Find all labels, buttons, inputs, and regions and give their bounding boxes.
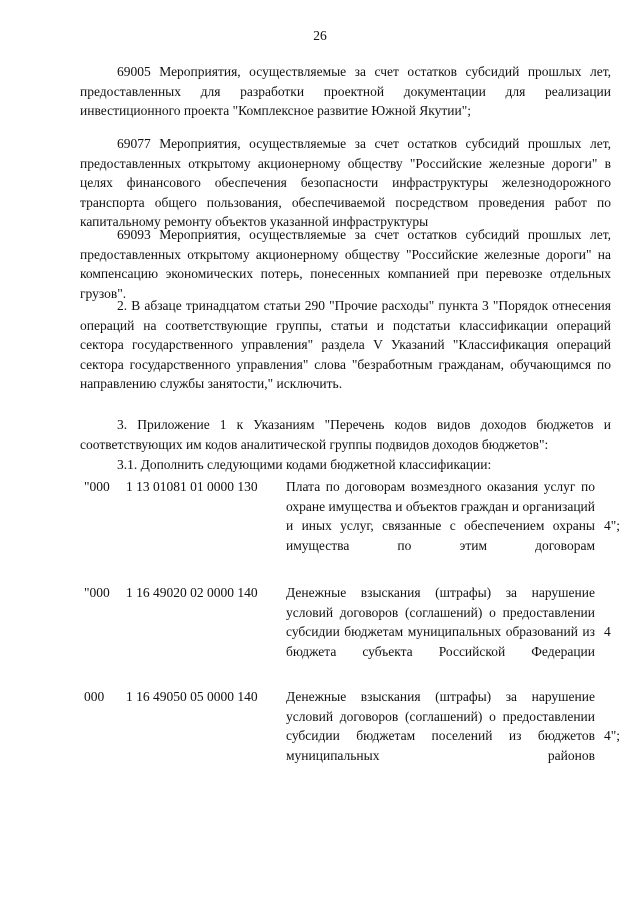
admin-code: "000 — [84, 479, 110, 494]
appendix-number: 4"; — [604, 518, 621, 533]
code-description: Плата по договорам возмездного оказания услуг по охране имущества и объектов граждан и организаций и иных услуг, связанные с обеспечением охраны имущества по этим договорам — [286, 479, 595, 553]
table-row — [80, 687, 625, 797]
page-number: 26 — [313, 28, 327, 43]
paragraph-item-3: 3. Приложение 1 к Указаниям "Перечень кодов видов доходов бюджетов и соответствующих им кодов аналитической группы подвидов доходов бюджетов": — [80, 417, 611, 452]
table-row — [80, 583, 625, 693]
admin-code: "000 — [84, 585, 110, 600]
code-description: Денежные взыскания (штрафы) за нарушение условий договоров (соглашений) о предоставлении субсидии бюджетам поселений из бюджетов муниципальных районов — [286, 689, 595, 763]
budget-code: 1 16 49050 05 0000 140 — [126, 689, 258, 704]
paragraph-item-2: 2. В абзаце тринадцатом статьи 290 "Прочие расходы" пункта 3 "Порядок отнесения операций на соответствующие группы, статьи и подстатьи классификации операций сектора государственного управления" раздела V Указаний "Классификация операций сектора государственного управления" слова "безработным гражданам, обучающимся по направлению службы занятости," исключить. — [80, 298, 611, 391]
budget-code: 1 16 49020 02 0000 140 — [126, 585, 258, 600]
budget-code: 1 13 01081 01 0000 130 — [126, 479, 258, 494]
paragraph-69077: 69077 Мероприятия, осуществляемые за счет остатков субсидий прошлых лет, предоставленных открытому акционерному обществу "Российские железные дороги" в целях финансового обеспечения безопасности инфраструктуры железнодорожного транспорта общего пользования, обеспечиваемой посредством проведения работ по капитальному ремонту объектов указанной инфраструктуры — [80, 136, 611, 229]
appendix-number: 4"; — [604, 728, 621, 743]
code-description: Денежные взыскания (штрафы) за нарушение условий договоров (соглашений) о предоставлении субсидии бюджетам муниципальных образований из бюджета субъекта Российской Федерации — [286, 585, 595, 659]
appendix-number: 4 — [604, 624, 611, 639]
paragraph-69005: 69005 Мероприятия, осуществляемые за счет остатков субсидий прошлых лет, предоставленных для разработки проектной документации для реализации инвестиционного проекта "Комплексное развитие Южной Якутии"; — [80, 64, 611, 118]
paragraph-69093: 69093 Мероприятия, осуществляемые за счет остатков субсидий прошлых лет, предоставленных открытому акционерному обществу "Российские железные дороги" на компенсацию экономических потерь, понесенных компанией при перевозке отдельных грузов". — [80, 227, 611, 301]
paragraph-item-3-1: 3.1. Дополнить следующими кодами бюджетной классификации: — [117, 457, 492, 472]
table-row — [80, 477, 625, 587]
admin-code: 000 — [84, 689, 105, 704]
